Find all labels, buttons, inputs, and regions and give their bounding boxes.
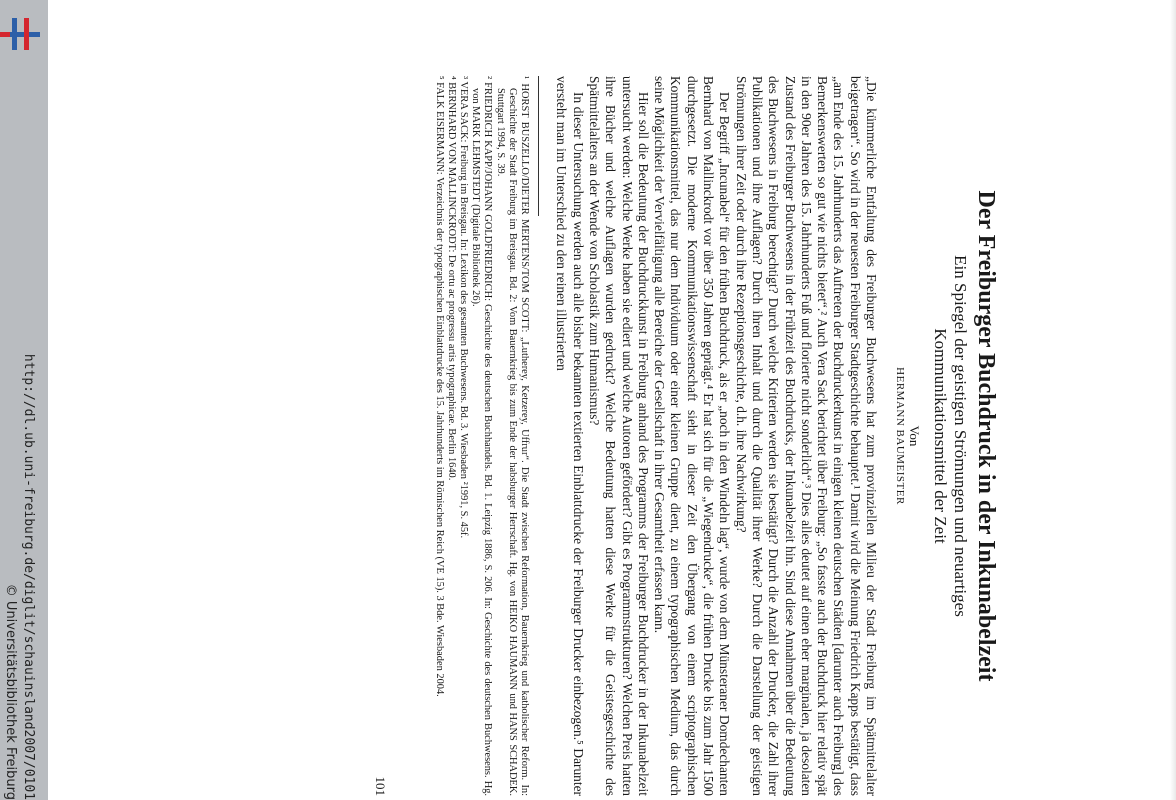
footnote-2: ² FRIEDRICH KAPP/JOHANN GOLDFRIEDRICH: Geschichte des deutschen Buchhandels. Bd. 1. Leipzig 1886, S. 206. In: Geschichte des deutschen Buchwesens. Hg. von MARK LEHMSTEDT (Digitale Bibliothek 26).: [470, 76, 494, 796]
article-title: Der Freiburger Buchdruck in der Inkunabelzeit: [973, 190, 999, 682]
paragraph-3: Hier soll die Bedeutung der Buchdruckkunst in Freiburg anhand des Programms der Freiburger Buchdrucker in der Inkunabelzeit untersucht werden: Welche Werke haben sie ediert und welche Autoren gefördert? Gibt es Programmstrukturen? Welchen Preis hatten ihre Bücher und welche Auflagen wurden gedruckt? Welche Bedeutung hatten diese Werke für die Geistesgeschichte des Spätmittelalters an der Wende von Scholastik zum Humanismus?: [586, 76, 651, 796]
scanned-page: [320, 76, 1000, 796]
paragraph-1: „Die kümmerliche Entfaltung des Freiburger Buchwesens hat zum provinziellen Milieu der Stadt Freiburg im Spätmittelalter beigetragen“. So wird in der neuesten Freiburger Stadtgeschichte behauptet.¹ Damit wird die Meinung Friedrich Kapps bestätigt, dass „am Ende des 15. Jahrhunderts das Auftreten der Buchdruckerkunst in einigen kleinen deutschen Städten [darunter auch Freiburg] des Bemerkenswerten so gut wie nichts bietet“.² Auch Vera Sack berichtet über Freiburg: „So fasste auch der Buchdruck hier relativ spät in den 90er Jahren des 15. Jahrhunderts Fuß und florierte nicht sonderlich“.³ Dies alles deutet auf einen eher marginalen, ja desolaten Zustand des Freiburger Buchwesens in der Frühzeit des Buchdrucks, der Inkunabelzeit hin. Sind diese Annahmen über die Bedeutung des Buchwesens in Freiburg berechtigt? Durch welche Kriterien werden sie bestätigt? Durch die Anzahl der Drucker, die Zahl ihrer Publikationen und ihre Auflagen? Durch ihren Inhalt und durch die Qualität ihrer Werke? Durch die Darstellung der geistigen Strömungen ihrer Zeit oder durch ihre Rezeptionsgeschichte, d.h. ihre Nachwirkung?: [733, 76, 879, 796]
subtitle-line-1: Ein Spiegel der geistigen Strömungen und neuartiges: [951, 255, 970, 617]
page-number: 101: [373, 776, 388, 796]
footnote-5: ⁵ FALK EISERMANN: Verzeichnis der typographischen Einblattdrucke des 15. Jahrhunderts im Römischen Reich (VE 15). 3 Bde. Wiesbaden 2004.: [433, 76, 445, 697]
footnote-4: ⁴ BERNHARD VON MALLINCKRODT: De ortu ac progressu artis typographicae. Berlin 1640.: [445, 76, 457, 481]
footnote-3: ³ VERA SACK: Freiburg im Breisgau. In: Lexikon des gesamten Buchwesens. Bd. 3. Wiesbaden ²1991, S. 45f.: [458, 76, 470, 539]
by-label: Von: [907, 425, 922, 447]
author-name: HERMANN BAUMEISTER: [894, 367, 906, 505]
footnote-1: ¹ HORST BUSZELLO/DIETER MERTENS/TOM SCOTT: „Lutherey, Ketzerey, Uffrur“. Die Stadt zwischen Reformation, Bauernkrieg und katholischer Reform. In: Geschichte der Stadt Freiburg im Breisgau. Bd. 2: Vom Bauernkrieg bis zum Ende der habsburger Herrschaft. Hg. von HEIKO HAUMANN und HANS SCHADEK. Stuttgart 1994, S. 39.: [494, 76, 531, 796]
viewer-sidebar: [0, 0, 48, 800]
subtitle-line-2: Kommunikationsmittel der Zeit: [931, 328, 950, 544]
article-subtitle: [930, 76, 970, 796]
footnote-divider: [538, 76, 539, 216]
body-text: [553, 76, 879, 796]
footnotes: [432, 76, 530, 796]
document-url[interactable]: http://dl.ub.uni-freiburg.de/diglit/schauinsland2007/0101: [21, 353, 36, 800]
page-edge: [1170, 0, 1176, 800]
paragraph-2: Der Begriff „Incunabel“ für den frühen Buchdruck, als er „noch in den Windeln lag“, wurde von dem Münsteraner Domdechanten Bernhard von Mallinckrodt vor über 350 Jahren geprägt.⁴ Er hat sich für die „Wiegendrucke“, die frühen Drucke bis zum Jahr 1500 durchgesetzt. Die moderne Kommunikationswissenschaft sieht in dieser Zeit den Übergang von einem scriptographischen Kommunikationsmittel, das nur dem Individuum oder einer kleinen Gruppe dient, zu einem typographischen Medium, das durch seine Möglichkeit der Vervielfältigung alle Bereiche der Gesellschaft in ihrer Gesamtheit erfassen kann.: [652, 76, 733, 796]
paragraph-4: In dieser Untersuchung werden auch alle bisher bekannten textierten Einblattdrucke der Freiburger Drucker einbezogen.⁵ Darunter versteht man im Unterschied zu den reinen illustrierten: [554, 76, 586, 796]
copyright-notice: © Universitätsbibliothek Freiburg: [3, 583, 18, 800]
